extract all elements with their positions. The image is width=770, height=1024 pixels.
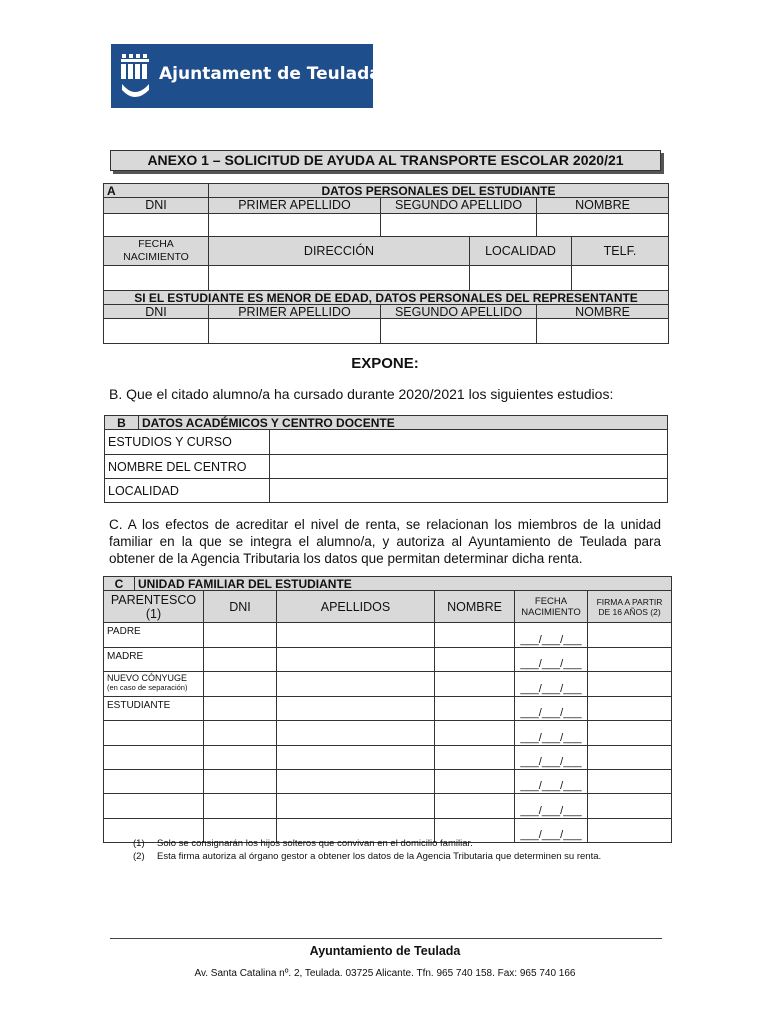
member-firma-field[interactable] [588, 770, 672, 794]
estudios-curso-field[interactable] [270, 430, 668, 455]
rep-primer-apellido-field[interactable] [209, 319, 381, 344]
member-dni-field[interactable] [204, 721, 277, 746]
col-parentesco-label: PARENTESCO [110, 592, 197, 607]
ajuntament-logo [111, 44, 381, 108]
member-nombre-field[interactable] [435, 623, 515, 648]
section-c-header: UNIDAD FAMILIAR DEL ESTUDIANTE [135, 577, 672, 591]
member-nombre-field[interactable] [435, 746, 515, 770]
family-member-row [104, 721, 672, 746]
fecha-label-2: NACIMIENTO [123, 251, 189, 263]
member-nombre-field[interactable] [435, 721, 515, 746]
family-member-row [104, 697, 672, 721]
member-firma-field[interactable] [588, 721, 672, 746]
footnote-2 [133, 851, 601, 862]
student-direccion-field[interactable] [209, 266, 470, 291]
member-firma-field[interactable] [588, 697, 672, 721]
member-firma-field[interactable] [588, 819, 672, 843]
member-firma-field[interactable] [588, 623, 672, 648]
parentesco-label: PADRE [107, 626, 141, 637]
member-apellidos-field[interactable] [277, 623, 435, 648]
parentesco-label: NUEVO CÓNYUGE [107, 673, 188, 683]
col-direccion: DIRECCIÓN [209, 237, 470, 266]
form-title: ANEXO 1 – SOLICITUD DE AYUDA AL TRANSPORTE ESCOLAR 2020/21 [110, 150, 661, 171]
parentesco-cell [104, 721, 204, 746]
member-dni-field[interactable] [204, 672, 277, 697]
rep-col-nombre: NOMBRE [537, 305, 669, 319]
footer-divider [110, 938, 662, 939]
section-b-table [104, 415, 668, 503]
expone-heading: EXPONE: [351, 355, 419, 372]
row-centro-label: NOMBRE DEL CENTRO [105, 455, 270, 479]
col-c-nombre: NOMBRE [435, 591, 515, 623]
row-estudios-label: ESTUDIOS Y CURSO [105, 430, 270, 455]
student-dni-field[interactable] [104, 214, 209, 237]
col-c-firma-2: DE 16 AÑOS (2) [598, 606, 661, 617]
rep-nombre-field[interactable] [537, 319, 669, 344]
member-fecha-field[interactable]: ___/___/___ [515, 770, 588, 794]
parentesco-cell [104, 672, 204, 697]
rep-dni-field[interactable] [104, 319, 209, 344]
col-parentesco-ref: (1) [145, 606, 162, 621]
col-telf: TELF. [572, 237, 669, 266]
member-dni-field[interactable] [204, 697, 277, 721]
logo-text: Ajuntament de Teulada [159, 64, 381, 84]
separation-note: (en caso de separación) [107, 683, 188, 692]
col-c-fecha [515, 591, 588, 623]
member-firma-field[interactable] [588, 794, 672, 819]
coat-of-arms-icon [119, 52, 153, 100]
col-c-dni: DNI [204, 591, 277, 623]
student-segundo-apellido-field[interactable] [381, 214, 537, 237]
member-nombre-field[interactable] [435, 672, 515, 697]
footnote-2-text: Esta firma autoriza al órgano gestor a obtener los datos de la Agencia Tributaria que determinen su renta. [157, 851, 602, 862]
member-fecha-field[interactable]: ___/___/___ [515, 697, 588, 721]
member-firma-field[interactable] [588, 746, 672, 770]
footnote-1 [133, 838, 473, 849]
paragraph-b: B. Que el citado alumno/a ha cursado durante 2020/2021 los siguientes estudios: [109, 386, 614, 402]
footer-title: Ayuntamiento de Teulada [309, 944, 461, 958]
member-apellidos-field[interactable] [277, 746, 435, 770]
member-fecha-field[interactable]: ___/___/___ [515, 672, 588, 697]
section-c-letter: C [104, 577, 135, 591]
paragraph-c: C. A los efectos de acreditar el nivel de renta, se relacionan los miembros de la unidad familiar en la que se integra el alumno/a, y autoriza al Ayuntamiento de Teulada para obtener de la Agencia Tributaria los datos que permitan determinar dicha renta. [109, 517, 661, 566]
row-localidad-label: LOCALIDAD [105, 479, 270, 503]
section-c-table [103, 576, 672, 843]
member-fecha-field[interactable]: ___/___/___ [515, 648, 588, 672]
family-member-row [104, 623, 672, 648]
member-apellidos-field[interactable] [277, 770, 435, 794]
parentesco-cell [104, 623, 204, 648]
col-c-apellidos: APELLIDOS [277, 591, 435, 623]
section-b-header: DATOS ACADÉMICOS Y CENTRO DOCENTE [139, 416, 668, 430]
fecha-label-1: FECHA [138, 238, 174, 250]
col-c-fecha-2: NACIMIENTO [521, 606, 581, 618]
rep-col-primer-apellido: PRIMER APELLIDO [209, 305, 381, 319]
member-dni-field[interactable] [204, 623, 277, 648]
parentesco-cell [104, 770, 204, 794]
localidad-centro-field[interactable] [270, 479, 668, 503]
parentesco-cell [104, 794, 204, 819]
footnote-1-num: (1) [133, 838, 145, 849]
family-member-row [104, 746, 672, 770]
member-nombre-field[interactable] [435, 697, 515, 721]
section-a-header: DATOS PERSONALES DEL ESTUDIANTE [209, 184, 669, 198]
member-fecha-field[interactable]: ___/___/___ [515, 623, 588, 648]
member-nombre-field[interactable] [435, 648, 515, 672]
section-a-table [103, 183, 669, 344]
col-nombre: NOMBRE [537, 198, 669, 214]
representative-header: SI EL ESTUDIANTE ES MENOR DE EDAD, DATOS PERSONALES DEL REPRESENTANTE [104, 291, 669, 305]
member-fecha-field[interactable]: ___/___/___ [515, 721, 588, 746]
member-dni-field[interactable] [204, 746, 277, 770]
footer-address: Av. Santa Catalina nº. 2, Teulada. 03725 Alicante. Tfn. 965 740 158. Fax: 965 740 166 [194, 968, 576, 979]
parentesco-label: ESTUDIANTE [107, 700, 171, 711]
student-telf-field[interactable] [572, 266, 669, 291]
col-primer-apellido: PRIMER APELLIDO [209, 198, 381, 214]
member-apellidos-field[interactable] [277, 697, 435, 721]
member-dni-field[interactable] [204, 648, 277, 672]
rep-col-segundo-apellido: SEGUNDO APELLIDO [381, 305, 537, 319]
col-c-fecha-1: FECHA [534, 595, 568, 607]
member-dni-field[interactable] [204, 794, 277, 819]
col-c-firma [588, 591, 672, 623]
member-nombre-field[interactable] [435, 770, 515, 794]
col-localidad: LOCALIDAD [470, 237, 572, 266]
parentesco-cell [104, 648, 204, 672]
student-fecha-field[interactable] [104, 266, 209, 291]
member-apellidos-field[interactable] [277, 721, 435, 746]
member-firma-field[interactable] [588, 672, 672, 697]
member-fecha-field[interactable]: ___/___/___ [515, 746, 588, 770]
family-member-row [104, 648, 672, 672]
col-dni: DNI [104, 198, 209, 214]
member-nombre-field[interactable] [435, 794, 515, 819]
family-member-row [104, 794, 672, 819]
section-a-letter: A [104, 184, 209, 198]
member-apellidos-field[interactable] [277, 672, 435, 697]
member-firma-field[interactable] [588, 648, 672, 672]
rep-col-dni: DNI [104, 305, 209, 319]
col-c-firma-1: FIRMA A PARTIR [596, 596, 663, 607]
col-fecha-nacimiento [104, 237, 209, 266]
rep-segundo-apellido-field[interactable] [381, 319, 537, 344]
footnote-2-num: (2) [133, 851, 145, 862]
section-b-letter: B [105, 416, 139, 430]
footnote-1-text: Solo se consignarán los hijos solteros que convivan en el domicilio familiar. [157, 838, 473, 849]
col-parentesco [104, 591, 204, 623]
member-apellidos-field[interactable] [277, 648, 435, 672]
col-segundo-apellido: SEGUNDO APELLIDO [381, 198, 537, 214]
parentesco-cell [104, 746, 204, 770]
student-localidad-field[interactable] [470, 266, 572, 291]
member-fecha-field[interactable]: ___/___/___ [515, 794, 588, 819]
student-nombre-field[interactable] [537, 214, 669, 237]
nombre-centro-field[interactable] [270, 455, 668, 479]
parentesco-label: MADRE [107, 651, 144, 662]
parentesco-cell [104, 697, 204, 721]
member-dni-field[interactable] [204, 770, 277, 794]
family-member-row [104, 770, 672, 794]
member-apellidos-field[interactable] [277, 794, 435, 819]
student-primer-apellido-field[interactable] [209, 214, 381, 237]
family-member-row [104, 672, 672, 697]
member-fecha-field[interactable]: ___/___/___ [515, 819, 588, 843]
